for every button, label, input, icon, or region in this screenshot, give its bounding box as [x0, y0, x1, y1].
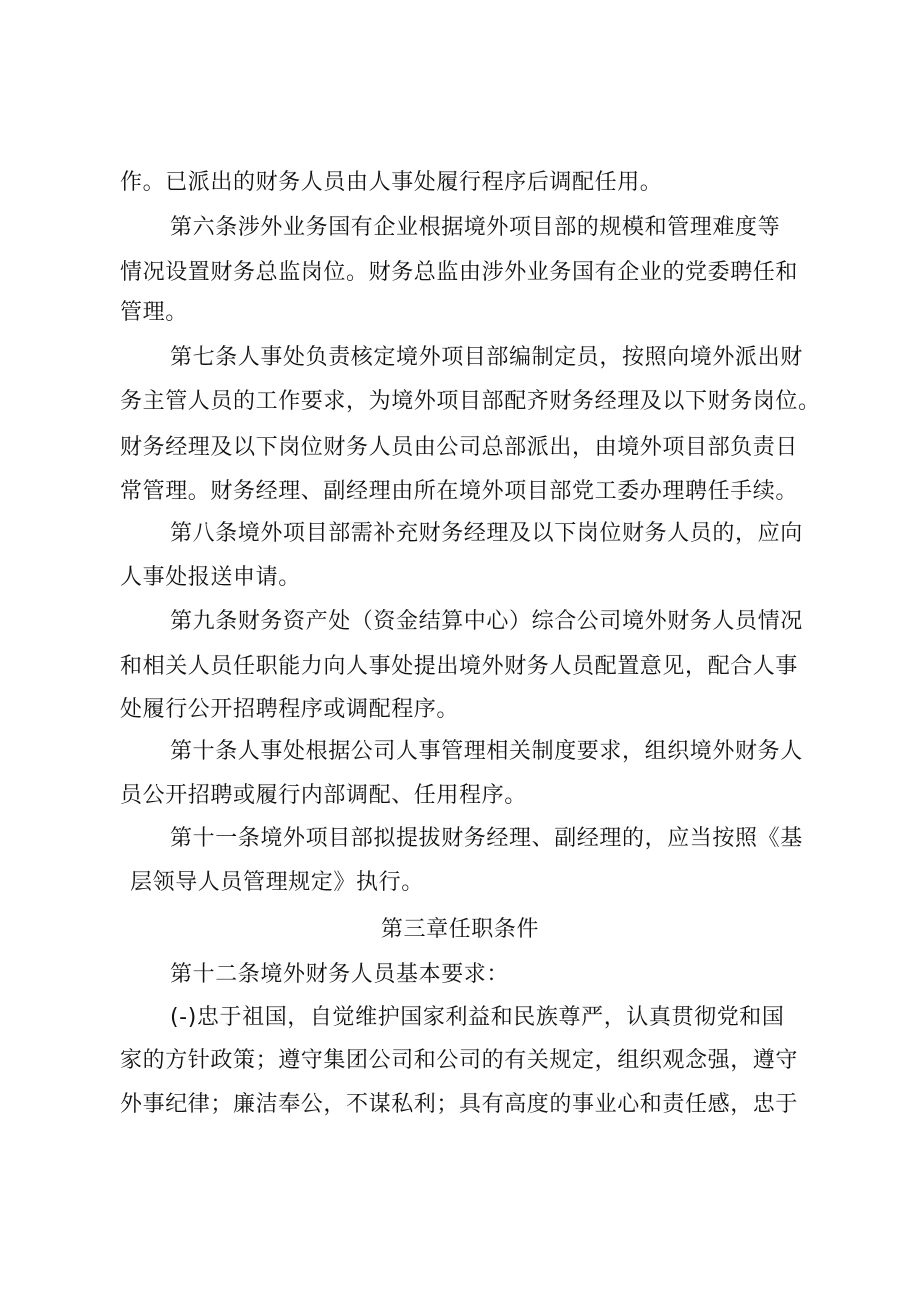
article-10-line-1: 第十条人事处根据公司人事管理相关制度要求，组织境外财务人	[170, 739, 803, 764]
text-line: 作。已派出的财务人员由人事处履行程序后调配任用。	[120, 170, 663, 195]
article-12-line-1: 第十二条境外财务人员基本要求：	[170, 962, 510, 987]
text-line: 管理。	[120, 300, 188, 325]
text-line: 人事处报送申请。	[120, 565, 301, 590]
text-line: 常管理。财务经理、副经理由所在境外项目部党工委办理聘任手续。	[120, 479, 799, 504]
chapter-heading: 第三章任职条件	[380, 917, 540, 942]
text-line: 家的方针政策；遵守集团公司和公司的有关规定，组织观念强，遵守	[120, 1048, 799, 1073]
item-1-line-1: (-)忠于祖国，自觉维护国家利益和民族尊严，认真贯彻党和国	[170, 1005, 785, 1030]
article-8-line-1: 第八条境外项目部需补充财务经理及以下岗位财务人员的，应向	[170, 521, 803, 546]
article-6-line-1: 第六条涉外业务国有企业根据境外项目部的规模和管理难度等	[170, 215, 781, 240]
article-7-line-1: 第七条人事处负责核定境外项目部编制定员，按照向境外派出财	[170, 345, 803, 370]
text-line: 和相关人员任职能力向人事处提出境外财务人员配置意见，配合人事	[120, 654, 799, 679]
text-line: 财务经理及以下岗位财务人员由公司总部派出，由境外项目部负责日	[120, 435, 799, 460]
text-line: 情况设置财务总监岗位。财务总监由涉外业务国有企业的党委聘任和	[120, 260, 799, 285]
text-line: 外事纪律；廉洁奉公，不谋私利；具有高度的事业心和责任感，忠于	[120, 1092, 799, 1117]
article-9-line-1: 第九条财务资产处（资金结算中心）综合公司境外财务人员情况	[170, 609, 803, 634]
article-11-line-1: 第十一条境外项目部拟提拔财务经理、副经理的，应当按照《基	[170, 826, 803, 851]
text-line: 务主管人员的工作要求，为境外项目部配齐财务经理及以下财务岗位。	[120, 389, 821, 414]
text-line: 员公开招聘或履行内部调配、任用程序。	[120, 783, 527, 808]
text-line: 处履行公开招聘程序或调配程序。	[120, 697, 460, 722]
text-line: 层领导人员管理规定》执行。	[130, 870, 424, 895]
